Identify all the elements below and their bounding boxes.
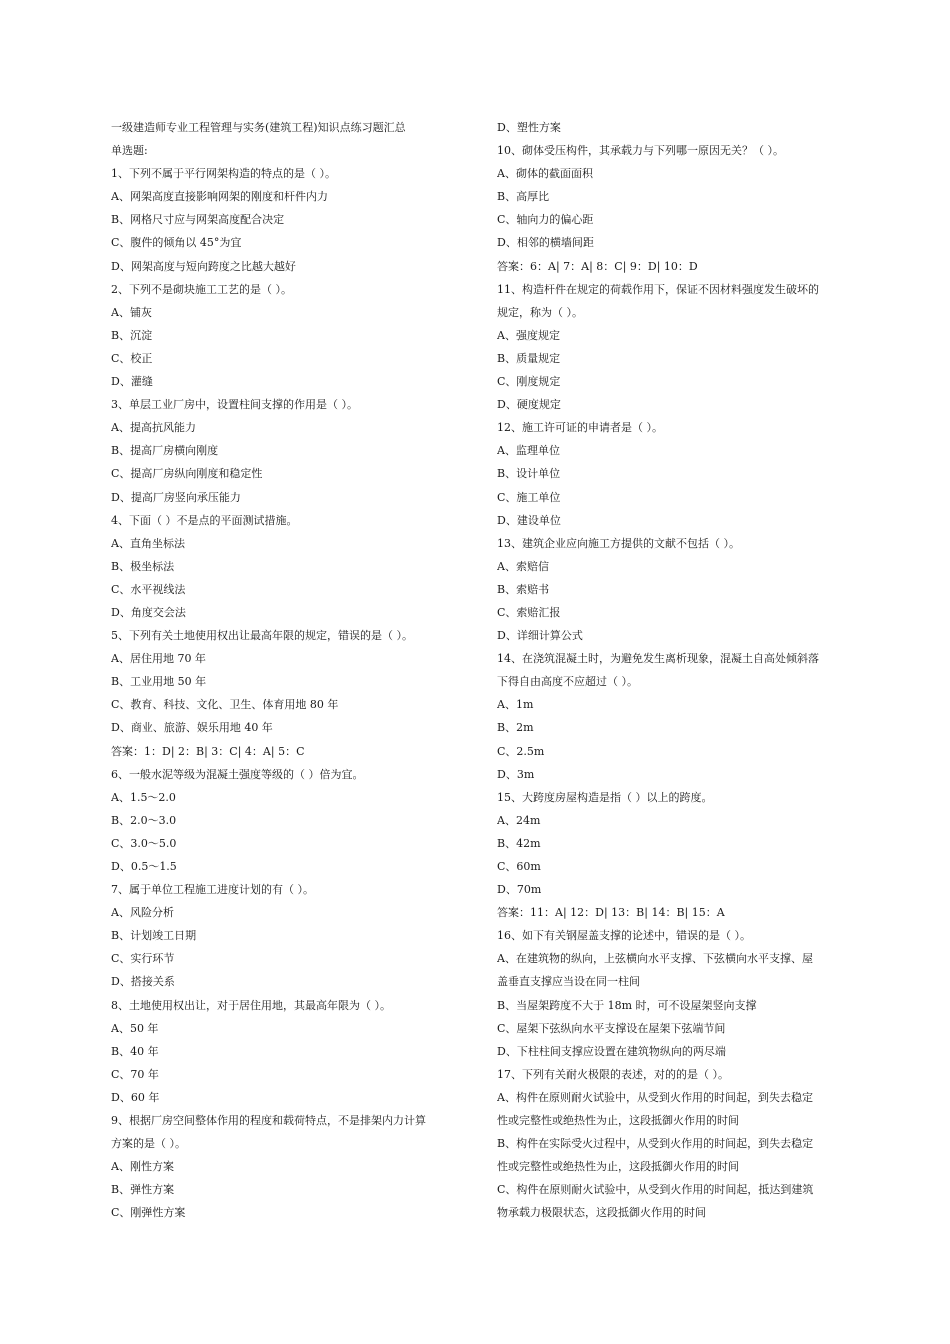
question-line: 5、下列有关土地使用权出让最高年限的规定，错误的是（ ）。 — [111, 629, 413, 643]
option-line: D、网架高度与短向跨度之比越大越好 — [111, 259, 296, 273]
option-line: B、提高厂房横向刚度 — [111, 444, 219, 458]
question-line: 4、下面（ ）不是点的平面测试措施。 — [111, 513, 298, 527]
left-column — [111, 116, 463, 1225]
section-heading: 单选题: — [111, 144, 148, 158]
option-line: D、下柱柱间支撑应设置在建筑物纵向的两尽端 — [497, 1044, 726, 1058]
option-line: A、网架高度直接影响网架的刚度和杆件内力 — [111, 190, 328, 204]
text-line: 物承载力极限状态，这段抵御火作用的时间 — [497, 1206, 706, 1220]
option-line: A、强度规定 — [497, 328, 560, 342]
question-line: 11、构造杆件在规定的荷载作用下，保证不因材料强度发生破坏的 — [497, 282, 819, 296]
question-line: 14、在浇筑混凝土时，为避免发生离析现象，混凝土自高处倾斜落 — [497, 652, 819, 666]
option-line: D、0.5～1.5 — [111, 860, 177, 873]
option-line: C、2.5m — [497, 744, 545, 758]
option-line: A、在建筑物的纵向，上弦横向水平支撑、下弦横向水平支撑、屋 — [497, 952, 813, 966]
option-line: C、60m — [497, 860, 541, 873]
option-line: C、刚度规定 — [497, 375, 561, 389]
option-line: A、铺灰 — [111, 305, 152, 319]
answer-key-line: 答案：1：D| 2：B| 3：C| 4：A| 5：C — [111, 744, 305, 758]
option-line: A、直角坐标法 — [111, 536, 185, 550]
question-line: 17、下列有关耐火极限的表述，对的的是（ ）。 — [497, 1067, 729, 1081]
option-line: B、极坐标法 — [111, 559, 175, 573]
question-line: 15、大跨度房屋构造是指（ ）以上的跨度。 — [497, 790, 713, 804]
option-line: A、索赔信 — [497, 559, 549, 573]
text-line: 方案的是（ ）。 — [111, 1137, 186, 1151]
option-line: C、施工单位 — [497, 490, 561, 504]
option-line: A、监理单位 — [497, 444, 560, 458]
option-line: A、1.5～2.0 — [111, 790, 176, 804]
option-line: A、构件在原则耐火试验中，从受到火作用的时间起，到失去稳定 — [497, 1090, 813, 1104]
option-line: C、校正 — [111, 351, 153, 365]
option-line: B、40 年 — [111, 1044, 159, 1058]
document-title: 一级建造师专业工程管理与实务(建筑工程)知识点练习题汇总 — [111, 121, 406, 134]
option-line: C、3.0～5.0 — [111, 836, 177, 850]
option-line: D、3m — [497, 767, 535, 781]
option-line: A、风险分析 — [111, 906, 174, 920]
text-line: 性或完整性或绝热性为止，这段抵御火作用的时间 — [497, 1160, 739, 1174]
option-line: D、相邻的横墙间距 — [497, 236, 594, 250]
option-line: B、沉淀 — [111, 328, 153, 342]
question-line: 16、如下有关钢屋盖支撑的论述中，错误的是（ ）。 — [497, 929, 751, 943]
question-line: 1、下列不属于平行网架构造的特点的是（ ）。 — [111, 167, 336, 181]
option-line: D、商业、旅游、娱乐用地 40 年 — [111, 721, 273, 735]
option-line: B、网格尺寸应与网架高度配合决定 — [111, 213, 285, 227]
option-line: A、24m — [497, 813, 541, 827]
option-line: B、42m — [497, 836, 541, 850]
text-line: 性或完整性或绝热性为止，这段抵御火作用的时间 — [497, 1114, 739, 1128]
answer-key-line: 答案：11：A| 12：D| 13：B| 14：B| 15：A — [497, 906, 725, 920]
text-line: 规定，称为（ ）。 — [497, 305, 583, 319]
option-line: B、高厚比 — [497, 190, 550, 204]
option-line: B、弹性方案 — [111, 1183, 175, 1197]
option-line: A、1m — [497, 698, 534, 712]
option-line: D、70m — [497, 883, 542, 897]
option-line: C、构件在原则耐火试验中，从受到火作用的时间起，抵达到建筑 — [497, 1183, 814, 1197]
option-line: B、工业用地 50 年 — [111, 675, 207, 689]
question-line: 7、属于单位工程施工进度计划的有（ ）。 — [111, 883, 314, 897]
option-line: D、详细计算公式 — [497, 629, 583, 643]
option-line: B、索赔书 — [497, 582, 550, 596]
option-line: B、设计单位 — [497, 467, 561, 481]
option-line: D、塑性方案 — [497, 121, 561, 134]
option-line: C、腹件的倾角以 45°为宜 — [111, 236, 242, 250]
option-line: B、质量规定 — [497, 351, 561, 365]
option-line: C、水平视线法 — [111, 582, 186, 596]
option-line: A、50 年 — [111, 1021, 159, 1035]
question-line: 2、下列不是砌块施工工艺的是（ ）。 — [111, 282, 292, 296]
option-line: C、屋架下弦纵向水平支撑设在屋架下弦端节间 — [497, 1021, 726, 1035]
question-line: 8、土地使用权出让，对于居住用地，其最高年限为（ ）。 — [111, 998, 391, 1012]
option-line: D、60 年 — [111, 1090, 160, 1104]
option-line: A、居住用地 70 年 — [111, 652, 206, 666]
option-line: A、刚性方案 — [111, 1160, 174, 1174]
option-line: B、2m — [497, 721, 534, 735]
answer-key-line: 答案：6：A| 7：A| 8：C| 9：D| 10：D — [497, 259, 698, 273]
text-line: 盖垂直支撑应当设在同一柱间 — [497, 975, 640, 989]
option-line: C、提高厂房纵向刚度和稳定性 — [111, 467, 263, 481]
option-line: B、当屋架跨度不大于 18m 时，可不设屋架竖向支撑 — [497, 998, 757, 1012]
option-line: C、刚弹性方案 — [111, 1206, 186, 1220]
option-line: C、索赔汇报 — [497, 605, 561, 619]
option-line: C、教育、科技、文化、卫生、体育用地 80 年 — [111, 698, 339, 712]
option-line: B、计划竣工日期 — [111, 929, 197, 943]
question-line: 12、施工许可证的申请者是（ ）。 — [497, 421, 663, 435]
option-line: B、2.0～3.0 — [111, 813, 177, 827]
question-line: 6、一般水泥等级为混凝土强度等级的（ ）倍为宜。 — [111, 767, 364, 781]
option-line: B、构件在实际受火过程中，从受到火作用的时间起，到失去稳定 — [497, 1137, 814, 1151]
question-line: 3、单层工业厂房中，设置柱间支撑的作用是（ ）。 — [111, 398, 358, 412]
option-line: D、搭接关系 — [111, 975, 175, 989]
right-column — [497, 116, 849, 1225]
option-line: C、实行环节 — [111, 952, 175, 966]
option-line: D、硬度规定 — [497, 398, 561, 412]
question-line: 9、根据厂房空间整体作用的程度和载荷特点，不是排架内力计算 — [111, 1114, 426, 1128]
option-line: D、灌缝 — [111, 375, 153, 389]
option-line: A、砌体的截面面积 — [497, 167, 593, 181]
option-line: D、提高厂房竖向承压能力 — [111, 490, 241, 504]
question-line: 13、建筑企业应向施工方提供的文献不包括（ ）。 — [497, 536, 740, 550]
option-line: C、70 年 — [111, 1067, 159, 1081]
option-line: C、轴向力的偏心距 — [497, 213, 594, 227]
question-line: 10、砌体受压构件，其承载力与下列哪一原因无关？（ ）。 — [497, 144, 784, 158]
option-line: A、提高抗风能力 — [111, 421, 196, 435]
text-line: 下得自由高度不应超过（ ）。 — [497, 675, 638, 689]
option-line: D、建设单位 — [497, 513, 561, 527]
option-line: D、角度交会法 — [111, 605, 186, 619]
